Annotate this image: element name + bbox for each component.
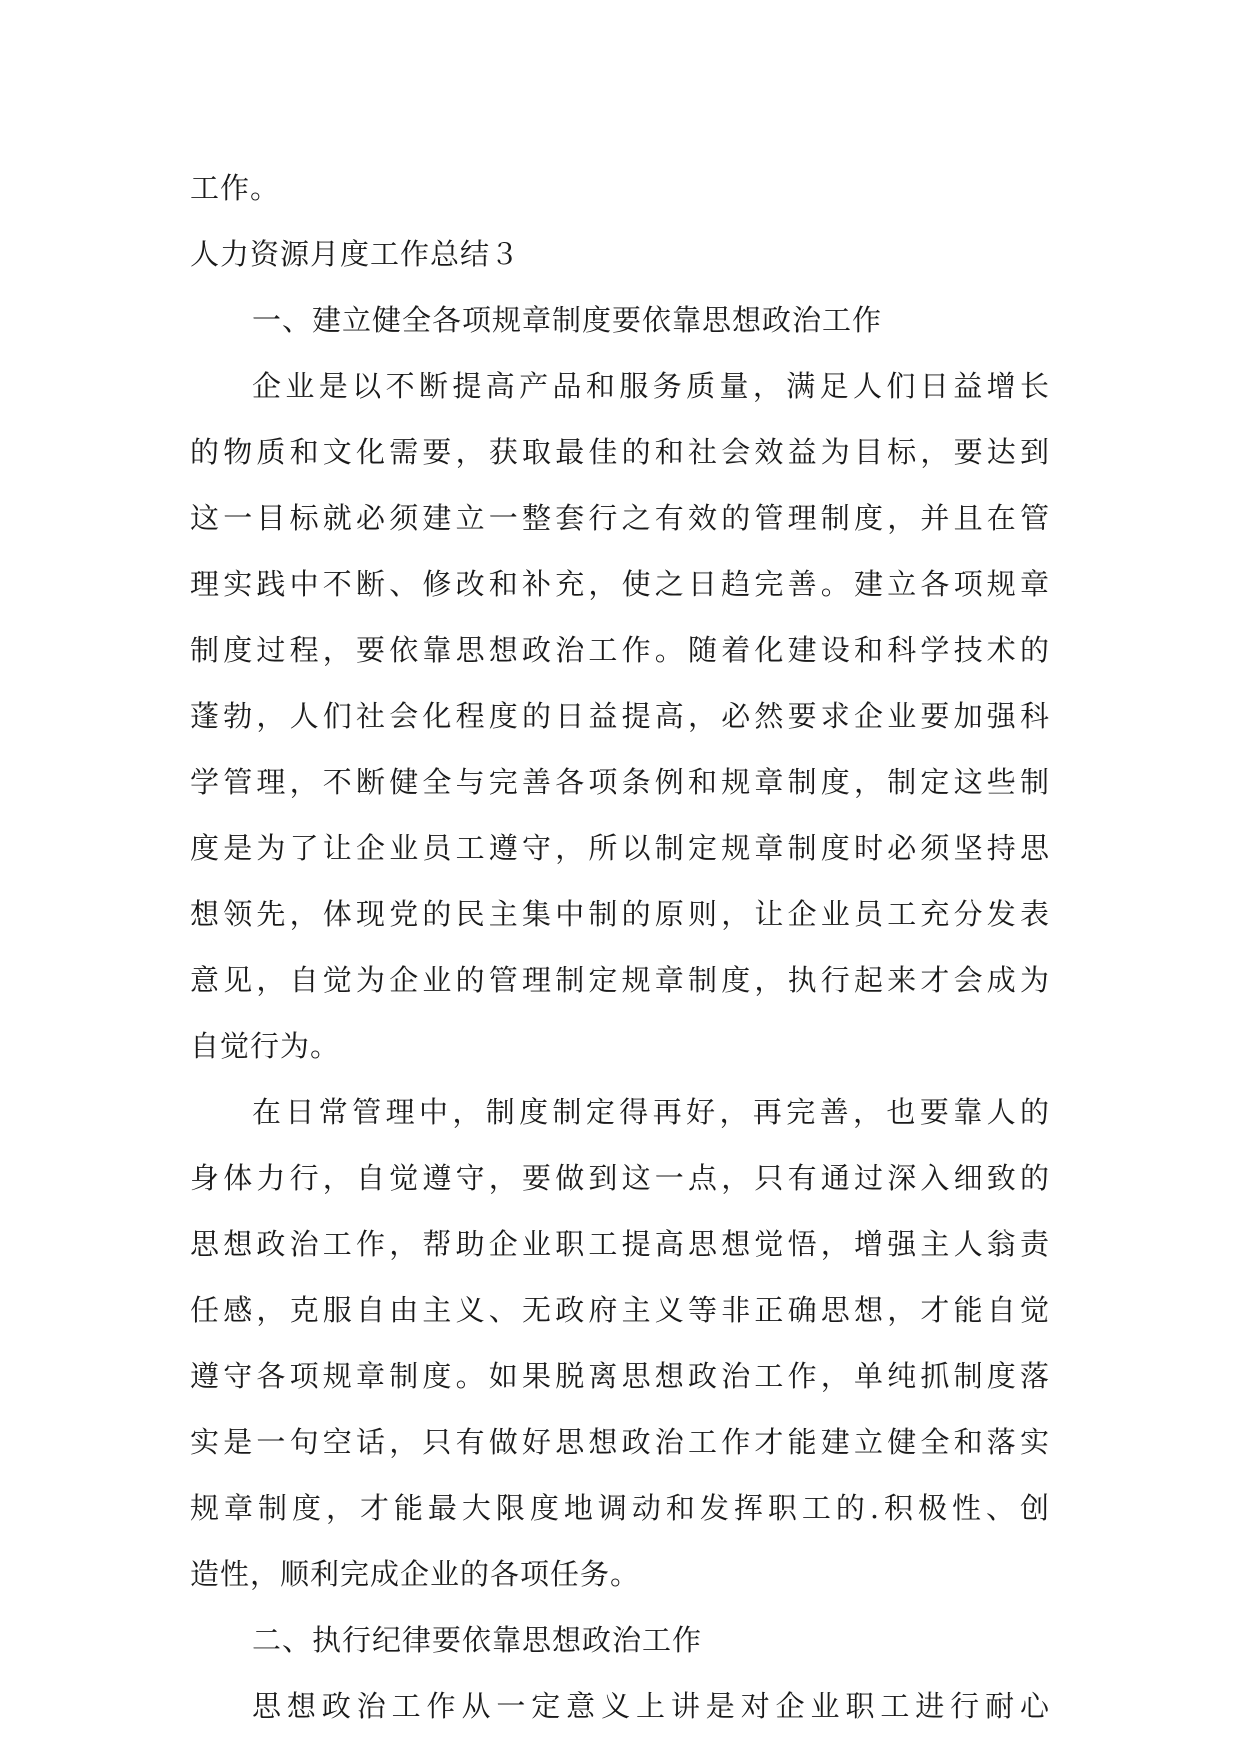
paragraph-line: 自觉行为。: [190, 1029, 341, 1063]
paragraph-line: 造性，顺利完成企业的各项任务。: [190, 1557, 641, 1591]
paragraph-line: 的物质和文化需要，获取最佳的和社会效益为目标，要达到: [190, 435, 1050, 469]
paragraph-line: 蓬勃，人们社会化程度的日益提高，必然要求企业要加强科: [190, 699, 1050, 733]
paragraph-line: 实是一句空话，只有做好思想政治工作才能建立健全和落实: [190, 1425, 1050, 1459]
paragraph-line: 在日常管理中，制度制定得再好，再完善，也要靠人的: [252, 1095, 1050, 1129]
document-page: [190, 166, 1050, 1750]
paragraph-line: 思想政治工作从一定意义上讲是对企业职工进行耐心: [252, 1689, 1050, 1723]
paragraph-line: 这一目标就必须建立一整套行之有效的管理制度，并且在管: [190, 501, 1050, 535]
paragraph-line: 规章制度，才能最大限度地调动和发挥职工的.积极性、创: [190, 1491, 1050, 1525]
paragraph-line: 想领先，体现党的民主集中制的原则，让企业员工充分发表: [190, 897, 1050, 931]
paragraph-line: 学管理，不断健全与完善各项条例和规章制度，制定这些制: [190, 765, 1050, 799]
heading-1: 一、建立健全各项规章制度要依靠思想政治工作: [252, 303, 883, 337]
paragraph-line: 制度过程，要依靠思想政治工作。随着化建设和科学技术的: [190, 633, 1050, 667]
section-title: 人力资源月度工作总结３: [190, 237, 521, 271]
paragraph-line: 身体力行，自觉遵守，要做到这一点，只有通过深入细致的: [190, 1161, 1050, 1195]
text-line: 工作。: [190, 171, 281, 205]
paragraph-line: 思想政治工作，帮助企业职工提高思想觉悟，增强主人翁责: [190, 1227, 1050, 1261]
paragraph-line: 理实践中不断、修改和补充，使之日趋完善。建立各项规章: [190, 567, 1050, 601]
paragraph-line: 意见，自觉为企业的管理制定规章制度，执行起来才会成为: [190, 963, 1050, 997]
paragraph-line: 度是为了让企业员工遵守，所以制定规章制度时必须坚持思: [190, 831, 1050, 865]
heading-2: 二、执行纪律要依靠思想政治工作: [252, 1623, 703, 1657]
paragraph-line: 遵守各项规章制度。如果脱离思想政治工作，单纯抓制度落: [190, 1359, 1050, 1393]
paragraph-line: 任感，克服自由主义、无政府主义等非正确思想，才能自觉: [190, 1293, 1050, 1327]
paragraph-line: 企业是以不断提高产品和服务质量，满足人们日益增长: [252, 369, 1050, 403]
